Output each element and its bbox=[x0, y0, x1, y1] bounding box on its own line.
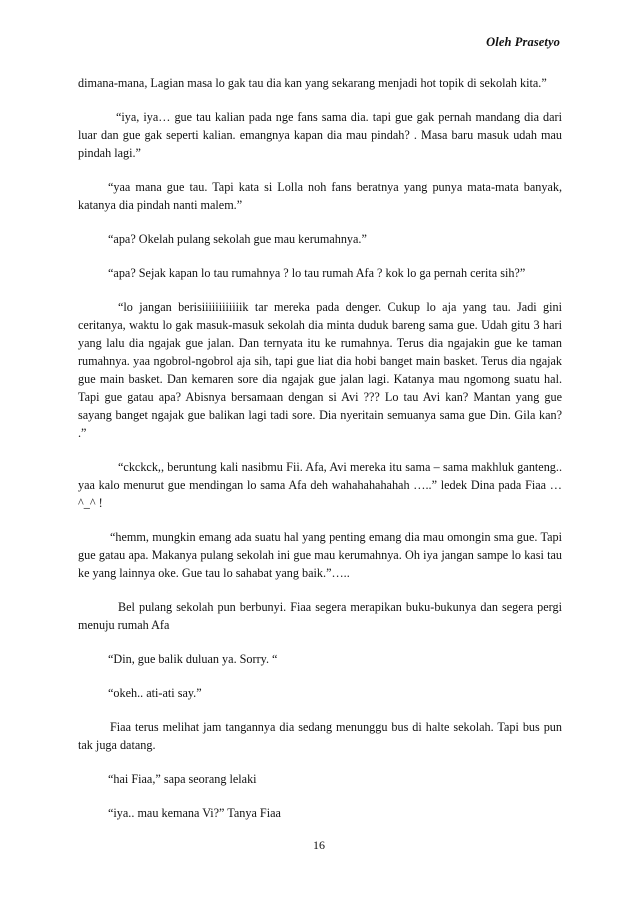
page-number: 16 bbox=[313, 838, 325, 852]
paragraph-8: “hemm, mungkin emang ada suatu hal yang penting emang dia mau omongin sma gue. Tapi gue gatau apa. Makanya pulang sekolah ini gue mau kerumahnya. Oh iya jangan sampe lo kasi tau ke yang lainnya oke. Gue tau lo sahabat yang baik.”….. bbox=[78, 530, 562, 580]
paragraph-6: “lo jangan berisiiiiiiiiiiiik tar mereka pada denger. Cukup lo aja yang tau. Jadi gini ceritanya, waktu lo gak masuk-masuk sekolah dia minta duduk bareng sama gue. Udah gitu 3 hari yang lalu dia ngajak gue jalan. Dan ternyata itu ke rumahnya. Terus dia ngajakin gue ke taman rumahnya. yaa ngobrol-ngobrol aja sih, tapi gue liat dia hobi banget main basket. Terus dia ngajak gue main basket. Dan kemaren sore dia ngajak gue jalan lagi. Katanya mau ngomong suatu hal. Tapi gue gatau apa? Abisnya bersamaan dengan si Avi ??? Lo tau Avi kan? Mantan yang gue sayang banget ngajak gue balikan lagi tadi sore. Dia nyeritain semuanya sama gue Din. Gila kan? .” bbox=[78, 300, 562, 440]
paragraph-3: “yaa mana gue tau. Tapi kata si Lolla noh fans beratnya yang punya mata-mata banyak, katanya dia pindah nanti malem.” bbox=[78, 180, 562, 212]
paragraph-10: “Din, gue balik duluan ya. Sorry. “ bbox=[108, 652, 278, 666]
paragraph-9: Bel pulang sekolah pun berbunyi. Fiaa segera merapikan buku-bukunya dan segera pergi menuju rumah Afa bbox=[78, 600, 562, 632]
paragraph-2: “iya, iya… gue tau kalian pada nge fans sama dia. tapi gue gak pernah mandang dia dari luar dan gue gak seperti kalian. emangnya kapan dia mau pindah? . Masa baru masuk udah mau pindah lagi.” bbox=[78, 110, 562, 160]
paragraph-14: “iya.. mau kemana Vi?” Tanya Fiaa bbox=[108, 806, 281, 820]
paragraph-7: “ckckck,, beruntung kali nasibmu Fii. Afa, Avi mereka itu sama – sama makhluk ganteng.. yaa kalo menurut gue mendingan lo sama Afa deh wahahahahahah …..” ledek Dina pada Fiaa … ^_^ ! bbox=[78, 460, 562, 510]
paragraph-4: “apa? Okelah pulang sekolah gue mau kerumahnya.” bbox=[108, 232, 367, 246]
paragraph-13: “hai Fiaa,” sapa seorang lelaki bbox=[108, 772, 257, 786]
paragraph-5: “apa? Sejak kapan lo tau rumahnya ? lo tau rumah Afa ? kok lo ga pernah cerita sih?” bbox=[108, 266, 526, 280]
paragraph-1: dimana-mana, Lagian masa lo gak tau dia kan yang sekarang menjadi hot topik di sekolah kita.” bbox=[78, 76, 547, 90]
page-body bbox=[78, 74, 562, 838]
paragraph-12: Fiaa terus melihat jam tangannya dia sedang menunggu bus di halte sekolah. Tapi bus pun tak juga datang. bbox=[78, 720, 562, 752]
paragraph-11: “okeh.. ati-ati say.” bbox=[108, 686, 202, 700]
page-header-author: Oleh Prasetyo bbox=[486, 35, 560, 49]
